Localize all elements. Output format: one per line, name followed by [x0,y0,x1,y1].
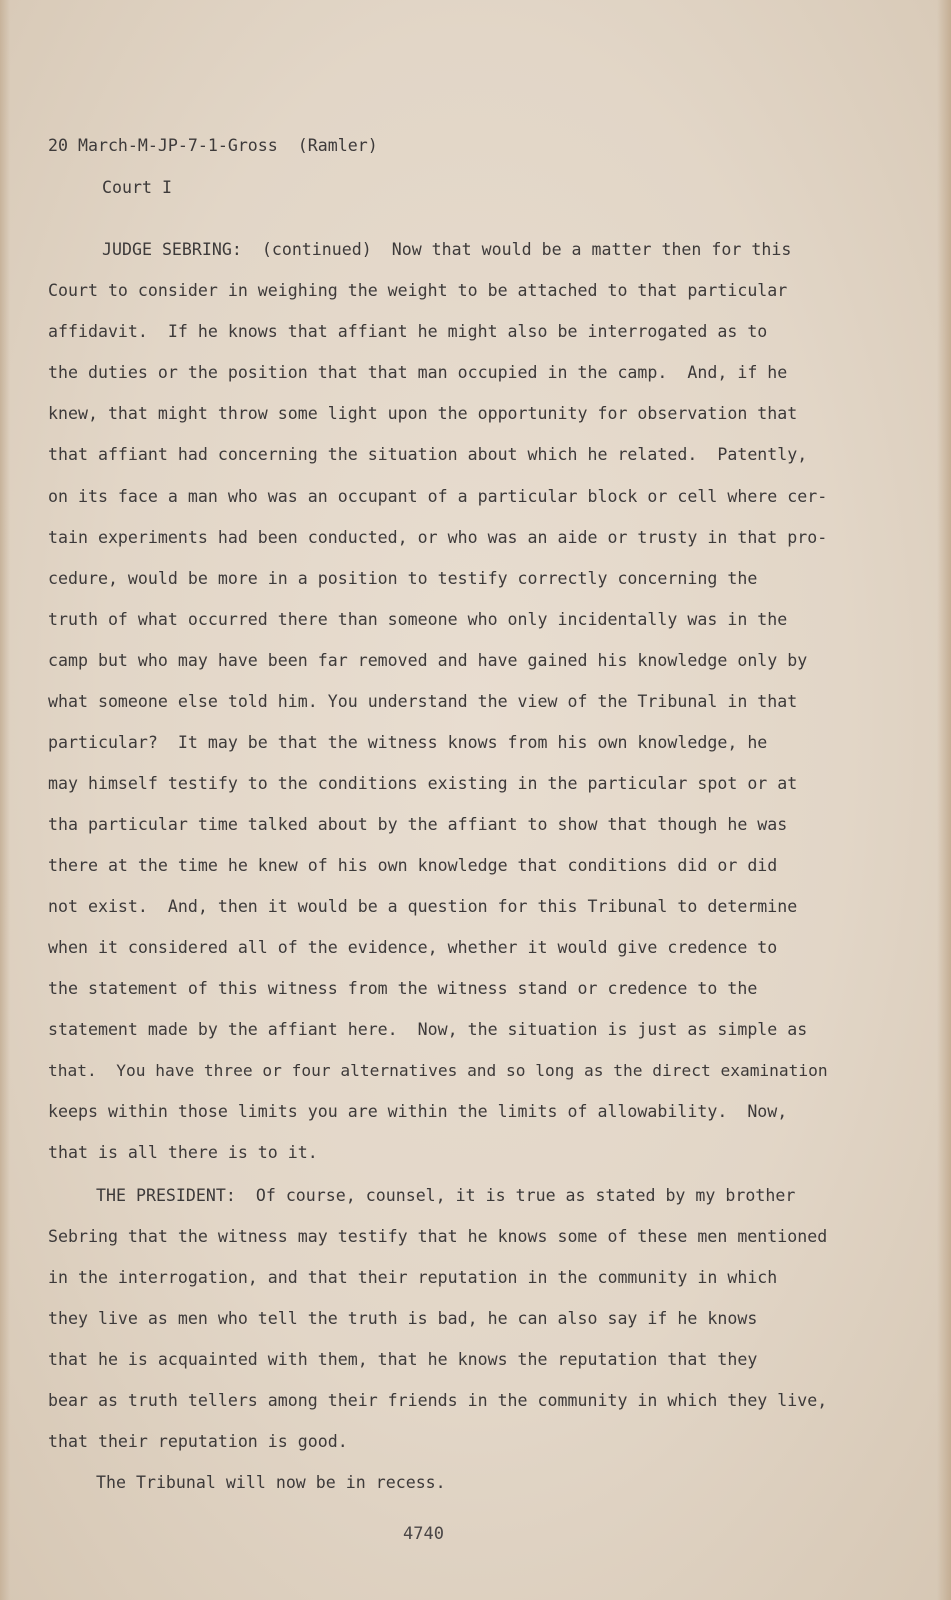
transcript-line: that affiant had concerning the situation about which he related. Patently, [48,445,808,464]
transcript-line: keeps within those limits you are within the limits of allowability. Now, [48,1102,788,1121]
transcript-line: tain experiments had been conducted, or who was an aide or trusty in that pro- [48,528,828,547]
transcript-line: THE PRESIDENT: Of course, counsel, it is true as stated by my brother [96,1186,796,1205]
transcript-line: Court to consider in weighing the weight to be attached to that particular [48,281,788,300]
transcript-line: that their reputation is good. [48,1432,348,1451]
page-number: 4740 [403,1524,444,1544]
transcript-line: that he is acquainted with them, that he knows the reputation that they [48,1350,758,1369]
transcript-line: affidavit. If he knows that affiant he might also be interrogated as to [48,322,768,341]
transcript-line: they live as men who tell the truth is bad, he can also say if he knows [48,1309,758,1328]
transcript-line: in the interrogation, and that their reputation in the community in which [48,1268,778,1287]
transcript-line: cedure, would be more in a position to testify correctly concerning the [48,569,758,588]
transcript-line: may himself testify to the conditions existing in the particular spot or at [48,774,798,793]
docket-header: 20 March-M-JP-7-1-Gross (Ramler) [48,136,378,155]
page-edge-shadow-right [937,0,951,1600]
transcript-line: JUDGE SEBRING: (continued) Now that would be a matter then for this [102,240,792,259]
transcript-line: when it considered all of the evidence, whether it would give credence to [48,938,778,957]
transcript-line: that. You have three or four alternatives and so long as the direct examination [48,1061,828,1080]
transcript-line: that is all there is to it. [48,1143,318,1162]
transcript-line: what someone else told him. You understand the view of the Tribunal in that [48,692,798,711]
transcript-line: The Tribunal will now be in recess. [96,1473,446,1492]
transcript-line: knew, that might throw some light upon the opportunity for observation that [48,404,798,423]
transcript-line: Sebring that the witness may testify that he knows some of these men mentioned [48,1227,828,1246]
transcript-line: the statement of this witness from the witness stand or credence to the [48,979,758,998]
transcript-line: the duties or the position that that man occupied in the camp. And, if he [48,363,788,382]
transcript-line: bear as truth tellers among their friends in the community in which they live, [48,1391,828,1410]
transcript-line: there at the time he knew of his own knowledge that conditions did or did [48,856,778,875]
transcript-line: statement made by the affiant here. Now, the situation is just as simple as [48,1020,808,1039]
transcript-line: particular? It may be that the witness knows from his own knowledge, he [48,733,768,752]
page-edge-shadow-left [0,0,10,1600]
court-label: Court I [102,178,172,197]
transcript-line: truth of what occurred there than someone who only incidentally was in the [48,610,788,629]
transcript-line: on its face a man who was an occupant of a particular block or cell where cer- [48,487,828,506]
transcript-line: camp but who may have been far removed and have gained his knowledge only by [48,651,808,670]
transcript-line: not exist. And, then it would be a question for this Tribunal to determine [48,897,798,916]
transcript-line: tha particular time talked about by the affiant to show that though he was [48,815,788,834]
